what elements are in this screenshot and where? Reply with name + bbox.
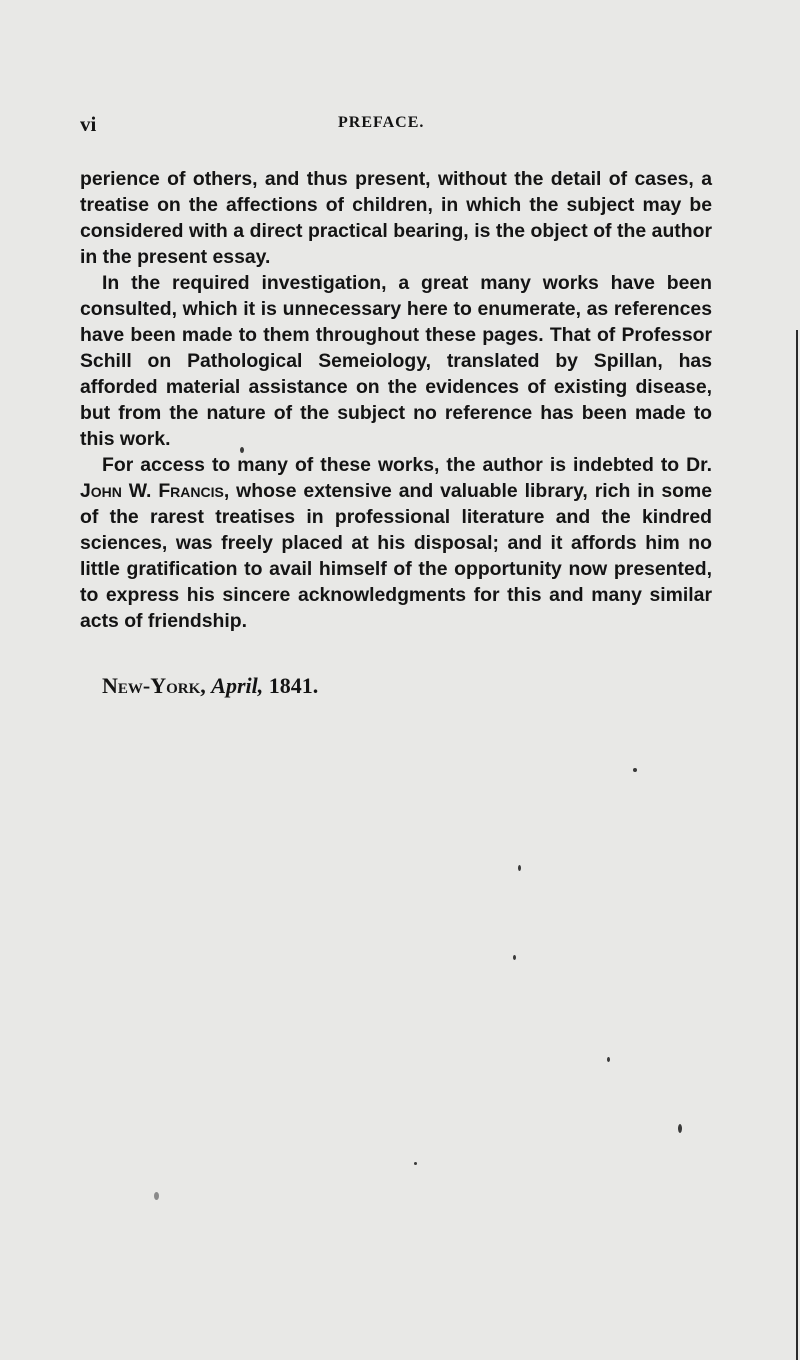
running-title: PREFACE. — [338, 114, 425, 131]
paper-speck — [607, 1057, 610, 1062]
preface-body — [80, 166, 712, 634]
paragraph-continued: perience of others, and thus present, without the detail of cases, a treatise on the affections of children, in which the subject may be considered with a direct practical bearing, is the object of the author in the present essay. — [80, 168, 712, 268]
paragraph-acknowledgments — [80, 452, 712, 634]
paper-speck — [633, 768, 637, 772]
paper-speck — [678, 1124, 682, 1133]
paragraph-investigation: In the required investigation, a great many works have been consulted, which it is unnecessary here to enumerate, as references have been made to them throughout these pages. That of Professor Schill on Pathological Semeiology, translated by Spillan, has afforded material assistance on the evidences of existing disease, but from the nature of the subject no reference has been made to this work. — [80, 272, 712, 450]
benefactor-name: John W. Francis, — [80, 480, 230, 502]
signature-city: New-York, — [102, 673, 206, 698]
paragraph-text-end: whose extensive and valuable library, rich in some of the rarest treatises in professional literature and the kindred sciences, was freely placed at his disposal; and it affords him no little gratification to avail himself of the opportunity now presented, to express his sincere acknowledgments for this and many similar acts of friendship. — [80, 480, 712, 632]
paper-speck — [240, 447, 244, 453]
page-edge-shadow — [796, 330, 798, 1360]
signature-year: 1841. — [268, 673, 319, 698]
paper-speck — [414, 1162, 417, 1165]
place-date-line — [102, 673, 318, 699]
page-header — [0, 112, 800, 142]
page-number: vi — [80, 112, 97, 136]
paper-speck — [513, 955, 516, 960]
paper-speck — [518, 865, 521, 871]
signature-month: April, — [211, 673, 264, 698]
paragraph-text-start: For access to many of these works, the author is indebted to Dr. — [102, 454, 712, 476]
paper-speck — [154, 1192, 159, 1200]
